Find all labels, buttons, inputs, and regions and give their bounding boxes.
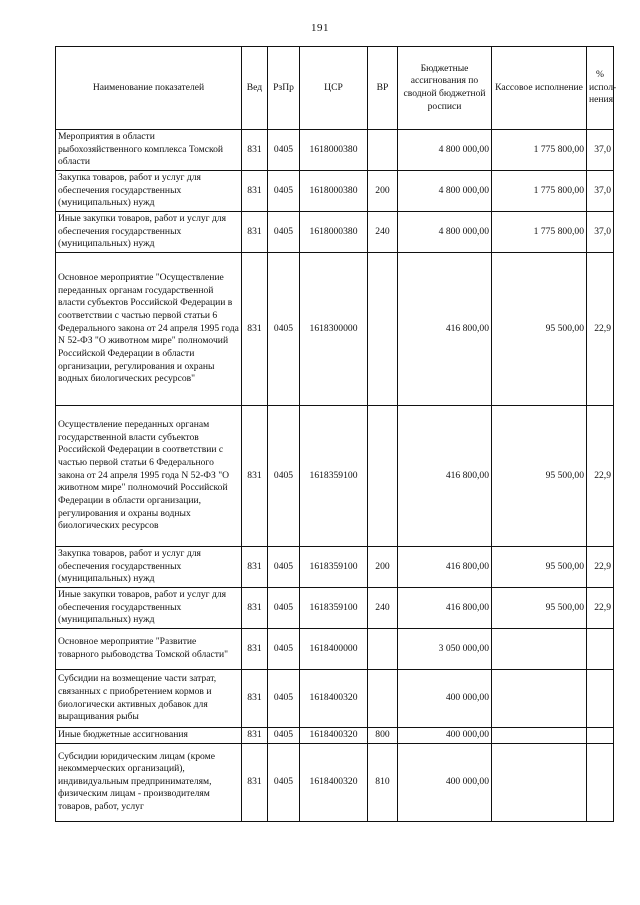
cell-vr: 200	[368, 171, 398, 212]
cell-cash: 1 775 800,00	[492, 130, 587, 171]
cell-ved: 831	[242, 253, 268, 406]
table-row	[56, 130, 614, 171]
table-body	[56, 130, 614, 822]
table-row	[56, 728, 614, 744]
cell-budget: 400 000,00	[398, 743, 492, 821]
cell-csr: 1618400320	[300, 728, 368, 744]
cell-vr: 240	[368, 212, 398, 253]
cell-rzpr: 0405	[268, 629, 300, 670]
cell-rzpr: 0405	[268, 406, 300, 547]
cell-ved: 831	[242, 171, 268, 212]
cell-budget: 416 800,00	[398, 253, 492, 406]
cell-budget: 4 800 000,00	[398, 130, 492, 171]
cell-rzpr: 0405	[268, 670, 300, 728]
cell-budget: 4 800 000,00	[398, 171, 492, 212]
cell-vr	[368, 253, 398, 406]
cell-percent: 22,9	[587, 253, 614, 406]
cell-cash	[492, 670, 587, 728]
cell-csr: 1618400320	[300, 670, 368, 728]
page-number: 191	[311, 22, 329, 34]
cell-ved: 831	[242, 406, 268, 547]
table-row	[56, 547, 614, 588]
cell-rzpr: 0405	[268, 547, 300, 588]
cell-ved: 831	[242, 588, 268, 629]
cell-name: Иные закупки товаров, работ и услуг для обеспечения государственных (муниципальных) нужд	[56, 212, 242, 253]
table-row	[56, 406, 614, 547]
header-vr: ВР	[368, 47, 398, 130]
cell-percent	[587, 743, 614, 821]
cell-percent	[587, 670, 614, 728]
table-row	[56, 743, 614, 821]
cell-rzpr: 0405	[268, 212, 300, 253]
table-row	[56, 670, 614, 728]
cell-percent: 37,0	[587, 171, 614, 212]
cell-percent: 37,0	[587, 130, 614, 171]
cell-cash: 95 500,00	[492, 588, 587, 629]
budget-execution-table	[55, 46, 617, 822]
header-ved: Вед	[242, 47, 268, 130]
cell-vr: 200	[368, 547, 398, 588]
header-row	[56, 47, 614, 130]
cell-vr: 240	[368, 588, 398, 629]
cell-budget: 416 800,00	[398, 588, 492, 629]
cell-ved: 831	[242, 743, 268, 821]
cell-budget: 400 000,00	[398, 670, 492, 728]
cell-cash: 95 500,00	[492, 253, 587, 406]
cell-csr: 1618300000	[300, 253, 368, 406]
cell-name: Субсидии юридическим лицам (кроме некоммерческих организаций), индивидуальным предпринимателям, физическим лицам - производителям товаров, работ, услуг	[56, 743, 242, 821]
cell-rzpr: 0405	[268, 253, 300, 406]
cell-csr: 1618400000	[300, 629, 368, 670]
cell-name: Основное мероприятие "Осуществление переданных органам государственной власти субъектов Российской Федерации в соответствии с частью первой статьи 6 Федерального закона от 24 апреля 1995 года N 52-ФЗ "О животном мире" полномочий Российской Федерации в области организации, регулирования и охраны водных биологических ресурсов"	[56, 253, 242, 406]
cell-budget: 400 000,00	[398, 728, 492, 744]
cell-ved: 831	[242, 212, 268, 253]
header-budget-allocations: Бюджетные ассигнования по сводной бюджетной росписи	[398, 47, 492, 130]
cell-rzpr: 0405	[268, 588, 300, 629]
cell-cash	[492, 728, 587, 744]
cell-ved: 831	[242, 670, 268, 728]
cell-csr: 1618000380	[300, 212, 368, 253]
cell-vr	[368, 670, 398, 728]
cell-rzpr: 0405	[268, 728, 300, 744]
cell-budget: 416 800,00	[398, 406, 492, 547]
cell-name: Осуществление переданных органам государственной власти субъектов Российской Федерации в соответствии с частью первой статьи 6 Федерального закона от 24 апреля 1995 года N 52-ФЗ "О животном мире" полномочий Российской Федерации в области организации, регулирования и охраны водных биологических ресурсов	[56, 406, 242, 547]
table-row	[56, 253, 614, 406]
cell-cash: 95 500,00	[492, 547, 587, 588]
cell-percent	[587, 728, 614, 744]
cell-vr	[368, 406, 398, 547]
table-row	[56, 588, 614, 629]
header-execution-percent: % испол-нения	[587, 47, 614, 130]
table-row	[56, 171, 614, 212]
cell-name: Иные бюджетные ассигнования	[56, 728, 242, 744]
cell-cash: 1 775 800,00	[492, 212, 587, 253]
cell-percent	[587, 629, 614, 670]
header-rzpr: РзПр	[268, 47, 300, 130]
cell-budget: 416 800,00	[398, 547, 492, 588]
cell-name: Субсидии на возмещение части затрат, связанных с приобретением кормов и биологически активных добавок для выращивания рыбы	[56, 670, 242, 728]
cell-name: Основное мероприятие "Развитие товарного рыбоводства Томской области"	[56, 629, 242, 670]
cell-csr: 1618400320	[300, 743, 368, 821]
table-row	[56, 212, 614, 253]
cell-name: Закупка товаров, работ и услуг для обеспечения государственных (муниципальных) нужд	[56, 171, 242, 212]
cell-percent: 22,9	[587, 588, 614, 629]
cell-csr: 1618359100	[300, 547, 368, 588]
cell-vr: 800	[368, 728, 398, 744]
cell-cash	[492, 629, 587, 670]
cell-percent: 22,9	[587, 406, 614, 547]
cell-rzpr: 0405	[268, 171, 300, 212]
cell-csr: 1618359100	[300, 588, 368, 629]
cell-ved: 831	[242, 547, 268, 588]
cell-vr	[368, 629, 398, 670]
cell-csr: 1618000380	[300, 130, 368, 171]
header-cash-execution: Кассовое исполнение	[492, 47, 587, 130]
cell-ved: 831	[242, 629, 268, 670]
cell-percent: 22,9	[587, 547, 614, 588]
cell-cash	[492, 743, 587, 821]
cell-cash: 95 500,00	[492, 406, 587, 547]
header-name: Наименование показателей	[56, 47, 242, 130]
cell-cash: 1 775 800,00	[492, 171, 587, 212]
cell-percent: 37,0	[587, 212, 614, 253]
cell-name: Закупка товаров, работ и услуг для обеспечения государственных (муниципальных) нужд	[56, 547, 242, 588]
cell-vr: 810	[368, 743, 398, 821]
cell-vr	[368, 130, 398, 171]
cell-rzpr: 0405	[268, 130, 300, 171]
cell-csr: 1618000380	[300, 171, 368, 212]
cell-budget: 4 800 000,00	[398, 212, 492, 253]
table-row	[56, 629, 614, 670]
cell-name: Иные закупки товаров, работ и услуг для обеспечения государственных (муниципальных) нужд	[56, 588, 242, 629]
cell-csr: 1618359100	[300, 406, 368, 547]
cell-budget: 3 050 000,00	[398, 629, 492, 670]
header-csr: ЦСР	[300, 47, 368, 130]
table-header	[56, 47, 617, 130]
cell-name: Мероприятия в области рыбохозяйственного комплекса Томской области	[56, 130, 242, 171]
cell-ved: 831	[242, 728, 268, 744]
cell-ved: 831	[242, 130, 268, 171]
cell-rzpr: 0405	[268, 743, 300, 821]
